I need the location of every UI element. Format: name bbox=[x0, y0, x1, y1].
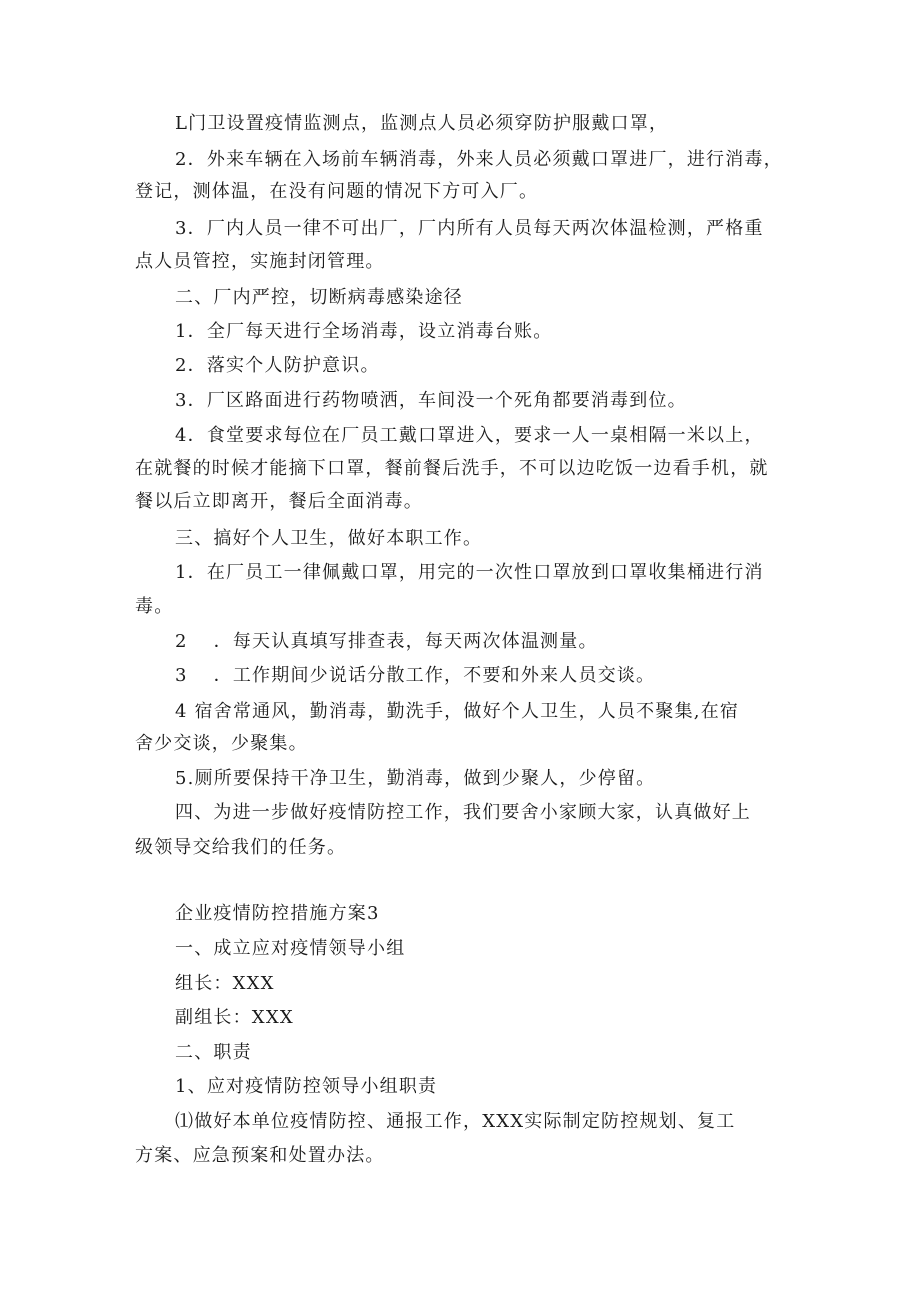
paragraph-line: 3．厂内人员一律不可出厂，厂内所有人员每天两次体温检测，严格重 bbox=[175, 218, 764, 239]
item-text: ．每天认真填写排查表，每天两次体温测量。 bbox=[213, 631, 598, 652]
paragraph-line: 2．外来车辆在入场前车辆消毒，外来人员必须戴口罩进厂，进行消毒， bbox=[175, 149, 783, 170]
paragraph-line: 方案、应急预案和处置办法。 bbox=[135, 1145, 385, 1166]
paragraph-line: 4 宿舍常通风，勤消毒，勤洗手，做好个人卫生，人员不聚集,在宿 bbox=[175, 701, 740, 722]
paragraph-line bbox=[175, 664, 655, 688]
section-heading: 四、为进一步做好疫情防控工作，我们要舍小家顾大家，认真做好上 bbox=[175, 802, 751, 823]
paragraph-line: 4．食堂要求每位在厂员工戴口罩进入，要求一人一桌相隔一米以上， bbox=[175, 425, 764, 446]
paragraph-line: 3．厂区路面进行药物喷洒，车间没一个死角都要消毒到位。 bbox=[175, 390, 687, 411]
item-number: 3 bbox=[175, 665, 188, 686]
paragraph-line bbox=[175, 630, 598, 654]
paragraph-line: 1、应对疫情防控领导小组职责 bbox=[175, 1076, 438, 1097]
section-heading: 二、厂内严控，切断病毒感染途径 bbox=[175, 287, 463, 308]
paragraph-line: 副组长：XXX bbox=[175, 1007, 294, 1028]
paragraph-line: 点人员管控，实施封闭管理。 bbox=[135, 251, 385, 272]
paragraph-line: 登记，测体温，在没有问题的情况下方可入厂。 bbox=[135, 181, 539, 202]
paragraph-line: 舍少交谈，少聚集。 bbox=[135, 733, 308, 754]
paragraph-line: 级领导交给我们的任务。 bbox=[135, 837, 347, 858]
paragraph-line: 餐以后立即离开，餐后全面消毒。 bbox=[135, 491, 423, 512]
paragraph-line: 毒。 bbox=[135, 596, 174, 617]
paragraph-line: 2．落实个人防护意识。 bbox=[175, 355, 380, 376]
paragraph-line: 1．全厂每天进行全场消毒，设立消毒台账。 bbox=[175, 321, 553, 342]
paragraph-line: 组长：XXX bbox=[175, 973, 275, 994]
section-heading: 二、职责 bbox=[175, 1042, 252, 1063]
section-heading: 一、成立应对疫情领导小组 bbox=[175, 938, 406, 959]
paragraph-line: L门卫设置疫情监测点，监测点人员必须穿防护服戴口罩， bbox=[175, 113, 669, 134]
item-text: ．工作期间少说话分散工作，不要和外来人员交谈。 bbox=[213, 665, 656, 686]
item-number: 2 bbox=[175, 631, 188, 652]
document-title: 企业疫情防控措施方案3 bbox=[175, 903, 380, 924]
paragraph-line: 在就餐的时候才能摘下口罩，餐前餐后洗手，不可以边吃饭一边看手机，就 bbox=[135, 458, 769, 479]
paragraph-line: ⑴做好本单位疫情防控、通报工作，XXX实际制定防控规划、复工 bbox=[175, 1111, 736, 1132]
paragraph-line: 1．在厂员工一律佩戴口罩，用完的一次性口罩放到口罩收集桶进行消 bbox=[175, 562, 764, 583]
section-heading: 三、搞好个人卫生，做好本职工作。 bbox=[175, 528, 483, 549]
paragraph-line: 5.厕所要保持干净卫生，勤消毒，做到少聚人，少停留。 bbox=[175, 768, 656, 789]
